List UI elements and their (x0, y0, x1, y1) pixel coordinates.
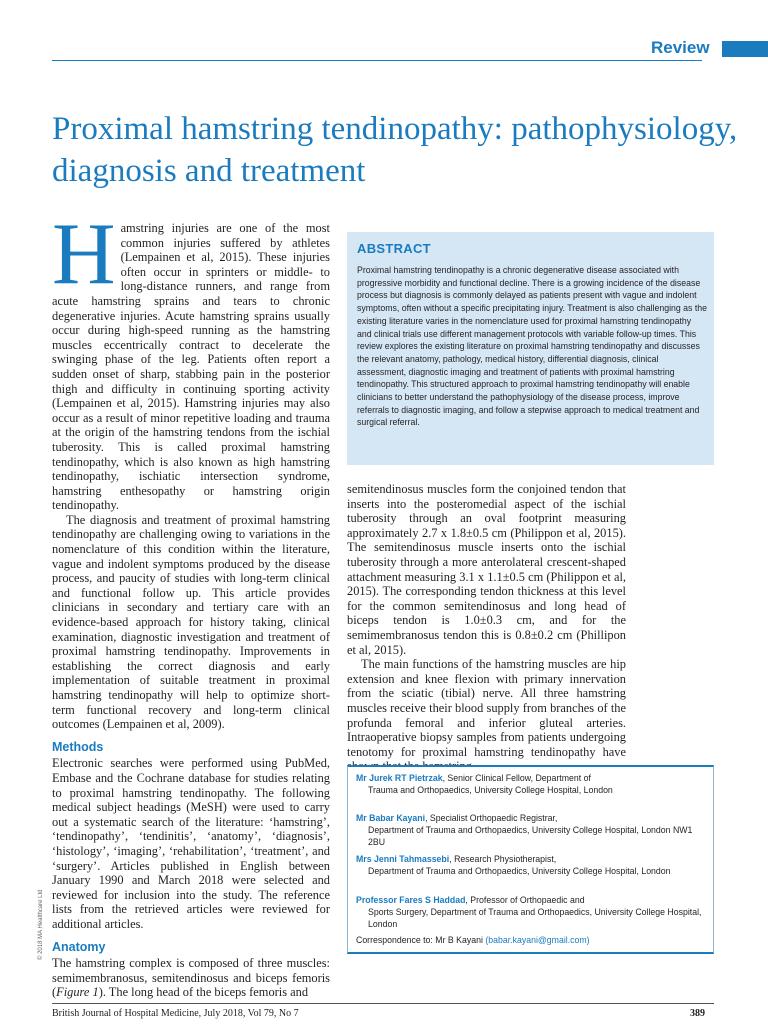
correspondence-label: Correspondence to: Mr B Kayani (356, 935, 486, 945)
side-copyright: © 2018 MA Healthcare Ltd (38, 889, 44, 960)
body-left-column (52, 206, 330, 1000)
author-entry (356, 894, 704, 930)
methods-heading: Methods (52, 739, 104, 754)
author-entry (356, 853, 704, 877)
author-affiliation-cont: Department of Trauma and Orthopaedics, University College Hospital, London (368, 866, 671, 876)
author-affiliation: , Research Physiotherapist, (449, 854, 557, 864)
author-name: Mr Jurek RT Pietrzak (356, 773, 443, 783)
author-affiliation: , Senior Clinical Fellow, Department of (442, 773, 591, 783)
author-affiliation-cont: Sports Surgery, Department of Trauma and Orthopaedics, University College Hospital, London (368, 907, 702, 929)
section-label-bar (722, 41, 768, 57)
author-affiliation: , Specialist Orthopaedic Registrar, (425, 813, 558, 823)
anatomy-paragraph (52, 956, 330, 1000)
author-name: Mr Babar Kayani (356, 813, 426, 823)
body-paragraph: The diagnosis and treatment of proximal hamstring tendinopathy are challenging owing to variations in the nomenclature of this condition within the literature, vague and indolent symptoms produced by the disease process, and paucity of studies with long-term clinical and functional follow up. This article provides clinicians in secondary and tertiary care with an evidence-based approach for history taking, clinical examination, diagnostic investigation and treatment of proximal hamstring tendinopathy. Improvements in establishing the correct diagnosis and early implementation of suitable treatment in proximal hamstring tendinopathy will help to optimize short-term functional recovery and long-term clinical outcomes (Lempainen et al, 2009). (52, 512, 330, 732)
author-affiliation-cont: Trauma and Orthopaedics, University College Hospital, London (368, 785, 613, 795)
abstract-text: Proximal hamstring tendinopathy is a chronic degenerative disease associated with progressive morbidity and functional decline. There is a growing incidence of the disease process but diagnosis is commonly delayed as patients present with vague and indolent symptoms, often without a specific precipitating injury. Treatment is also challenging as the existing literature varies in the nomenclature used for proximal hamstring tendinopathy and clinical trials use different management protocols with variable follow-up times. This review explores the existing literature on proximal hamstring tendinopathy and discusses the relevant anatomy, pathology, medical history, differential diagnosis, clinical assessment, diagnostic imaging and treatment of patients with proximal hamstring tendinopathy. This structured approach to proximal hamstring tendinopathy will enable clinicians to better understand the pathophysiology of the disease process, improve referrals to diagnostic imaging, and follow a stepwise approach to medical treatment and surgical referral. (357, 265, 708, 428)
body-paragraph: The main functions of the hamstring muscles are hip extension and knee flexion with primary innervation from the sciatic (tibial) nerve. All three hamstring muscles receive their blood supply from branches of the profunda femoral and inferior gluteal arteries. Intraoperative biopsy samples from patients undergoing tenotomy for proximal hamstring tendinopathy have (347, 657, 626, 759)
footer-journal: British Journal of Hospital Medicine, July 2018, Vol 79, No 7 (52, 1008, 299, 1019)
author-affiliation-cont: Department of Trauma and Orthopaedics, University College Hospital, London NW1 2BU (368, 825, 693, 847)
correspondence-line (356, 934, 590, 946)
author-entry (356, 812, 704, 848)
section-label: Review (651, 38, 710, 57)
article-title: Proximal hamstring tendinopathy: pathophysiology, diagnosis and treatment (52, 111, 738, 189)
anatomy-text: The hamstring complex is composed of three muscles: semimembranosus, semitendinosus and biceps femoris ( (52, 956, 330, 1000)
intro-paragraph (52, 206, 330, 513)
anatomy-text-end: ). The long head of the biceps femoris and (98, 985, 309, 1000)
abstract-heading: ABSTRACT (357, 241, 431, 256)
methods-paragraph: Electronic searches were performed using PubMed, Embase and the Cochrane database for studies relating to proximal hamstring tendinopathy. The following medical subject headings (MeSH) were used to carry out a systematic search of the literature: ‘hamstring’, ‘tendinopathy’, ‘tendinitis’, ‘anatomy’, ‘diagnosis’, ‘histology’, ‘imaging’, ‘rehabilitation’, ‘treatment’, and ‘surgery’. Articles published in English between January 1990 and March 2018 were selected and reviewed for inclusion into the study. The reference lists from the retrieved articles were reviewed for additional articles. (52, 756, 330, 931)
author-entry (356, 772, 704, 796)
intro-text: amstring injuries are one of the most common injuries suffered by athletes (Lempainen et al, 2015). These injuries often occur in sprinters or middle- to long-distance runners, and range from acute hamstring sprains and tears to chronic degenerative injuries. Acute hamstring sprains usually occur during high-speed running as the hamstring muscles eccentrically contract to decelerate the swinging phase of the leg. Patients often report a sudden onset of sharp, stabbing pain in the posterior thigh and difficulty in continuing sporting activity (Lempainen et al, 2015). Hamstring injuries may also occur as a result of minor repetitive loading and trauma at the origin of the hamstring tendons from the ischial tuberosity. This is called proximal hamstring tendinopathy, which is also known as high hamstring tendinopathy, ischiatic intersection syndrome, hamstring enthesopathy or hamstring origin tendinopathy. (52, 221, 330, 513)
abstract-box (347, 232, 714, 465)
page-number: 389 (690, 1008, 705, 1019)
dropcap: H (52, 206, 116, 303)
author-affiliations-box (347, 765, 714, 954)
author-name: Mrs Jenni Tahmassebi (356, 854, 450, 864)
body-paragraph: semitendinosus muscles form the conjoined tendon that inserts into the posteromedial aspect of the ischial tuberosity through an oval footprint measuring approximately 2.7 x 1.8±0.5 cm (Philippon et al, 2015). The semitendinosus muscle inserts onto the ischial tuberosity through a more anterolateral crescent-shaped attachment measuring 3.1 x 1.1±0.5 cm (Philippon et al, 2015). The corresponding tendon thickness at this level for the common semitendinosus and long head of biceps tendon is 1.0±0.3 cm, and for the semimembranosus tendon this is 0.8±0.2 cm (Phillipon et al, 2015). (347, 482, 626, 657)
author-name: Professor Fares S Haddad (356, 895, 466, 905)
body-right-column (347, 482, 626, 774)
author-affiliation: , Professor of Orthopaedic and (465, 895, 585, 905)
anatomy-heading: Anatomy (52, 939, 106, 954)
correspondence-email[interactable]: (babar.kayani@gmail.com) (485, 935, 590, 945)
figure-reference: Figure 1 (56, 985, 99, 1000)
footer-rule (52, 1003, 714, 1004)
header-rule (52, 60, 702, 61)
